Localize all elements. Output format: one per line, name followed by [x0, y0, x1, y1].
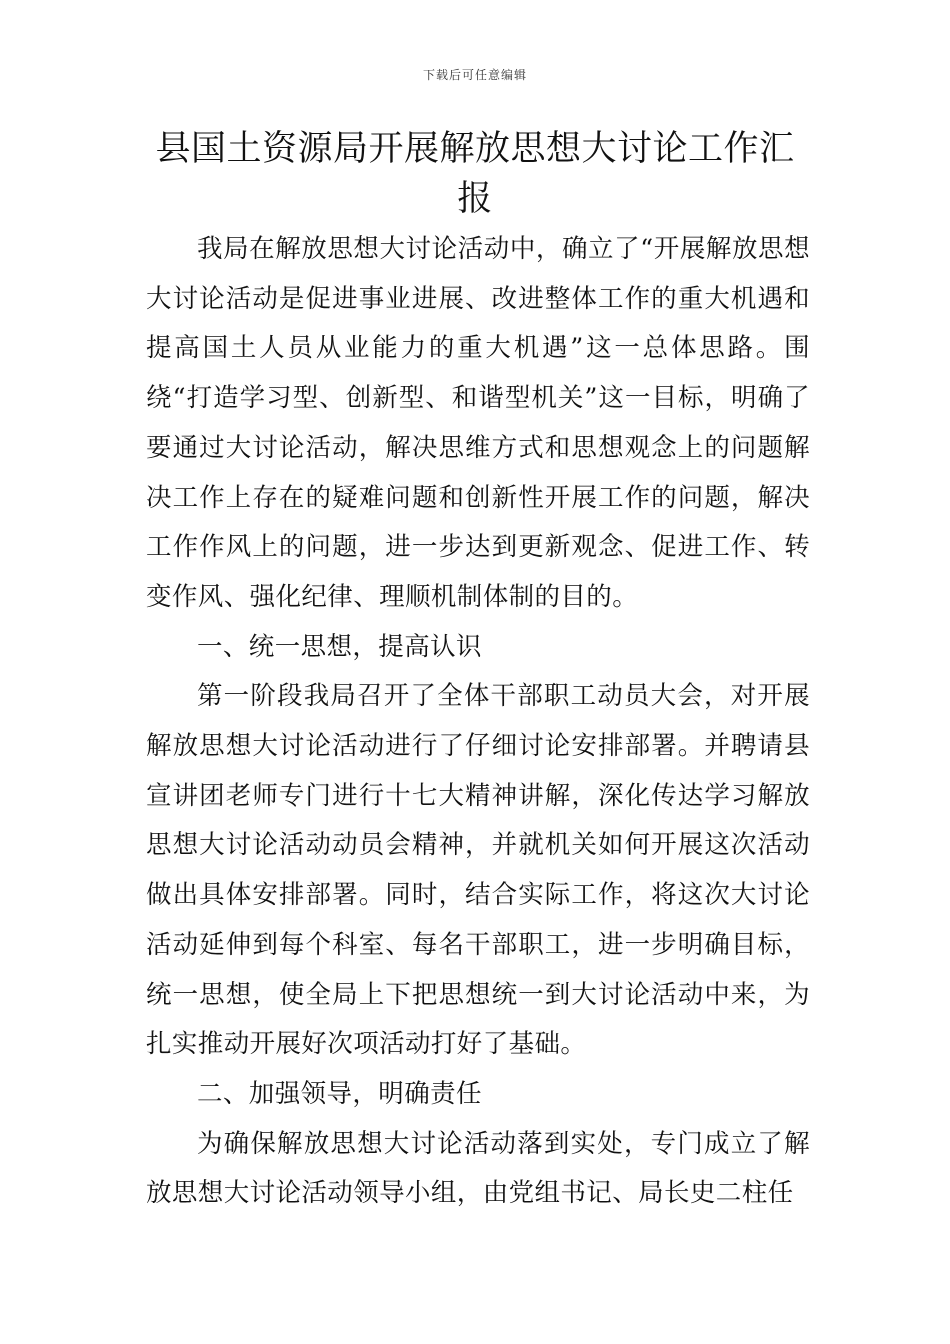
document-body: [146, 225, 810, 1219]
document-title: 县国土资源局开展解放思想大讨论工作汇报: [155, 129, 795, 219]
section-heading-1: 一、统一思想，提高认识: [197, 631, 482, 662]
section-heading-2: 二、加强领导，明确责任: [197, 1078, 482, 1109]
paragraph-section-1: 第一阶段我局召开了全体干部职工动员大会，对开展解放思想大讨论活动进行了仔细讨论安排部署。并聘请县宣讲团老师专门进行十七大精神讲解，深化传达学习解放思想大讨论活动动员会精神，并就机关如何开展这次活动做出具体安排部署。同时，结合实际工作，将这次大讨论活动延伸到每个科室、每名干部职工，进一步明确目标，统一思想，使全局上下把思想统一到大讨论活动中来，为扎实推动开展好次项活动打好了基础。: [146, 681, 810, 1060]
paragraph-intro: 我局在解放思想大讨论活动中，确立了“开展解放思想大讨论活动是促进事业进展、改进整体工作的重大机遇和提高国土人员从业能力的重大机遇”这一总体思路。围绕“打造学习型、创新型、和谐型机关”这一目标，明确了要通过大讨论活动，解决思维方式和思想观念上的问题解决工作上存在的疑难问题和创新性开展工作的问题，解决工作作风上的问题，进一步达到更新观念、促进工作、转变作风、强化纪律、理顺机制体制的目的。: [146, 234, 810, 612]
paragraph-section-2: 为确保解放思想大讨论活动落到实处，专门成立了解放思想大讨论活动领导小组，由党组书记、局长史二柱任: [146, 1128, 810, 1209]
header-note: 下载后可任意编辑: [422, 68, 527, 82]
